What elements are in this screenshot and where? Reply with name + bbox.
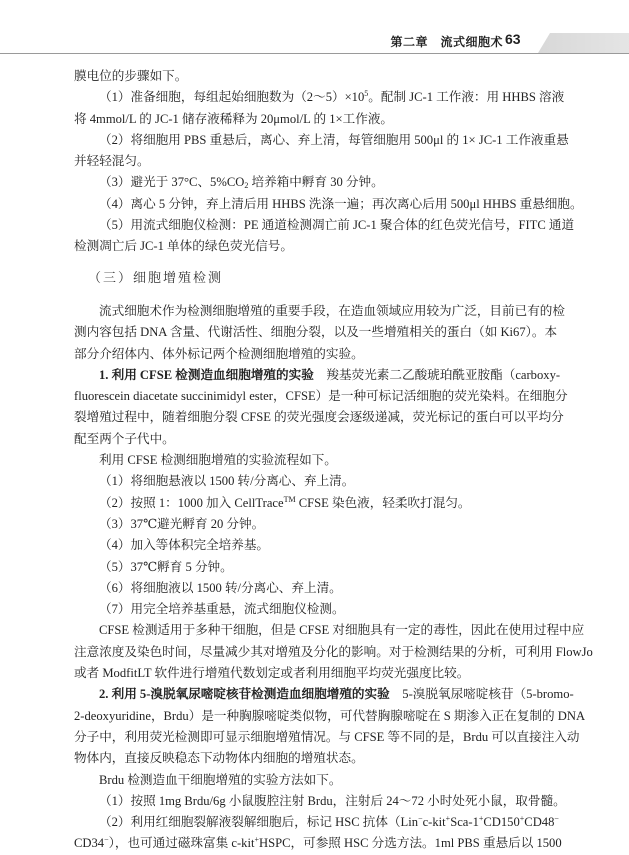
paragraph (74, 130, 569, 173)
text-line: 分子中，利用荧光检测即可显示细胞增殖情况。与 CFSE 等不同的是，Brdu 可以直接注入动 (74, 729, 580, 744)
text-line: 注意浓度及染色时间，尽量减少其对增殖及分化的影响。对于检测结果的分析，可利用 FlowJo (74, 644, 593, 659)
paragraph (74, 514, 555, 535)
text-run: CD48 (524, 815, 555, 830)
paragraph (74, 493, 555, 514)
page-number: 63 (505, 31, 521, 47)
text-line: Brdu 检测造血干细胞增殖的实验方法如下。 (99, 772, 342, 787)
text-line: CFSE 检测适用于多种干细胞，但是 CFSE 对细胞具有一定的毒性，因此在使用过程中应 (99, 623, 585, 638)
text-line: 膜电位的步骤如下。 (74, 69, 188, 83)
text-run: （1）准备细胞，每组起始细胞数为（2～5）×10 (99, 90, 365, 105)
paragraph (74, 87, 565, 130)
text-line: （2）将细胞用 PBS 重悬后，离心、弃上清，每管细胞用 500μl 的 1× JC-1 工作液重悬 (99, 132, 569, 147)
paragraph (74, 812, 562, 855)
text-line (74, 493, 555, 514)
text-line: 部分介绍体内、体外标记两个检测细胞增殖的实验。 (74, 346, 364, 361)
text-line: 2-deoxyuridine，Brdu）是一种胸腺嘧啶类似物，可代替胸腺嘧啶在 S 期渗入正在复制的 DNA (74, 708, 586, 723)
paragraph (74, 557, 555, 578)
paragraph (74, 450, 555, 471)
text-run: ），也可通过磁珠富集 c-kit (108, 836, 255, 851)
bold-heading: 1. 利用 CFSE 检测造血细胞增殖的实验 (99, 367, 314, 382)
paragraph (74, 791, 566, 812)
paragraph (74, 599, 555, 620)
paragraph (74, 578, 555, 599)
paragraph (74, 684, 586, 769)
text-line (74, 365, 561, 386)
text-run: （2）利用红细胞裂解液裂解细胞后，标记 HSC 抗体（Lin (99, 815, 419, 830)
text-line (74, 833, 562, 854)
subscript: 2 (244, 181, 249, 191)
text-line: （3）37℃避光孵育 20 分钟。 (99, 516, 265, 531)
text-run: CFSE 染色液，轻柔吹打混匀。 (295, 495, 471, 510)
text-run: （3）避光于 37°C、5%CO (99, 175, 245, 190)
text-line (74, 87, 565, 108)
paragraph (74, 172, 555, 193)
text-run: CD34 (74, 836, 105, 851)
paragraph (74, 770, 555, 791)
text-line: 检测凋亡后 JC-1 单体的绿色荧光信号。 (74, 239, 293, 254)
text-line: （4）加入等体积完全培养基。 (99, 538, 270, 553)
text-line: 流式细胞术作为检测细胞增殖的重要手段，在造血领域应用较为广泛，目前已有的检 (99, 303, 565, 318)
text-line: 配至两个子代中。 (74, 431, 175, 446)
paragraph (74, 301, 565, 365)
paragraph (74, 194, 583, 215)
header-decoration (538, 33, 629, 53)
text-run: 。配制 JC-1 工作液：用 HHBS 溶液 (368, 90, 565, 105)
text-line: 物体内，直接反映稳态下动物体内细胞的增殖状态。 (74, 751, 364, 766)
running-header (0, 0, 629, 54)
chapter-title: 第二章 流式细胞术 (390, 35, 503, 49)
text-run: 5-溴脱氧尿嘧啶核苷（5-bromo- (389, 687, 574, 702)
supscript: − (554, 814, 559, 824)
section-heading: （三）细胞增殖检测 (88, 269, 224, 285)
text-line: 利用 CFSE 检测细胞增殖的实验流程如下。 (99, 453, 337, 468)
text-line (74, 684, 574, 705)
text-line: （4）离心 5 分钟，弃上清后用 HHBS 洗涤一遍；再次离心后用 500μl HHBS 重悬细胞。 (99, 196, 583, 211)
text-line (74, 812, 559, 833)
text-line: 测内容包括 DNA 含量、代谢活性、细胞分裂，以及一些增殖相关的蛋白（如 Ki67）。本 (74, 325, 558, 340)
paragraph (74, 620, 593, 684)
text-run: 培养箱中孵育 30 分钟。 (248, 175, 384, 190)
text-run: Sca-1 (450, 815, 479, 830)
text-line: （5）用流式细胞仪检测：PE 通道检测凋亡前 JC-1 聚合体的红色荧光信号，FITC 通道 (99, 218, 575, 233)
supscript: 5 (364, 89, 369, 99)
paragraph (74, 66, 555, 87)
text-line: （1）将细胞悬液以 1500 转/分离心、弃上清。 (99, 474, 355, 489)
supscript: + (478, 814, 484, 824)
text-line: （1）按照 1mg Brdu/6g 小鼠腹腔注射 Brdu，注射后 24～72 小时处死小鼠，取骨髓。 (99, 793, 566, 808)
supscript: TM (283, 494, 296, 504)
text-line: （6）将细胞液以 1500 转/分离心、弃上清。 (99, 580, 342, 595)
text-run: （2）按照 1：1000 加入 CellTrace (99, 495, 284, 510)
supscript: + (254, 835, 259, 845)
text-line: 并轻轻混匀。 (74, 154, 150, 169)
text-line: 或者 ModfitLT 软件进行增殖代数划定或者利用细胞平均荧光强度比较。 (74, 666, 470, 681)
text-run: CD150 (483, 815, 520, 830)
paragraph (74, 471, 555, 492)
text-line: 将 4mmol/L 的 JC-1 储存液稀释为 20μmol/L 的 1×工作液。 (74, 111, 394, 126)
paragraph (74, 365, 568, 450)
text-run: 羧基荧光素二乙酸琥珀酰亚胺酯（carboxy- (313, 367, 561, 382)
supscript: + (519, 814, 525, 824)
text-line: fluorescein diacetate succinimidyl ester，CFSE）是一种可标记活细胞的荧光染料。在细胞分 (74, 389, 568, 404)
supscript: − (418, 814, 423, 824)
page-body (74, 66, 593, 855)
paragraph (74, 535, 555, 556)
text-line (74, 172, 555, 193)
supscript: + (445, 814, 451, 824)
text-line: （7）用完全培养基重悬，流式细胞仪检测。 (99, 602, 345, 617)
text-run: HSPC，可参照 HSC 分选方法。1ml PBS 重悬后以 1500 (259, 836, 562, 851)
supscript: − (104, 835, 109, 845)
bold-heading: 2. 利用 5-溴脱氧尿嘧啶核苷检测造血细胞增殖的实验 (99, 687, 390, 702)
text-run: c-kit (422, 815, 446, 830)
text-line: 裂增殖过程中，随着细胞分裂 CFSE 的荧光强度会逐级递减，荧光标记的蛋白可以平均分 (74, 410, 564, 425)
text-line: （5）37℃孵育 5 分钟。 (99, 559, 233, 574)
paragraph (74, 215, 575, 258)
